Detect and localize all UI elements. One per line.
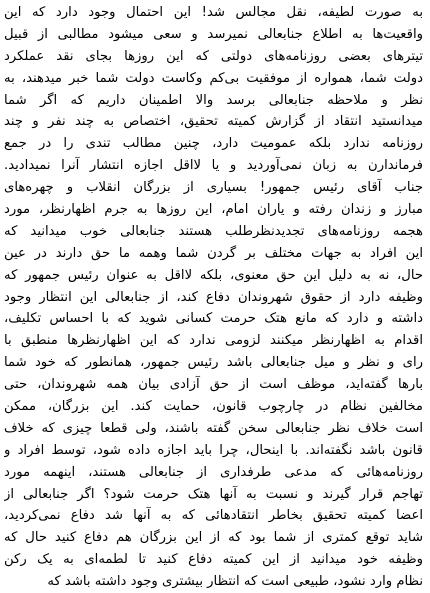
text-line: روزنامه ندارد بلکه عمومیت دارد، چنین مطالب تندی را در جمع xyxy=(4,136,423,152)
text-line: وظیفه دارد از حقوق شهروندان دفاع کند، از جنابعالی این انتظار وجود xyxy=(4,289,423,305)
text-line: مخالفین نظام در چارچوب قانون، حمایت کند. این بزرگان، ممکن xyxy=(4,399,423,415)
text-line: میدانستید انتقاد از گزارش کمیته تحقیق، اختصاص به چند نفر و چند xyxy=(4,114,423,130)
text-line: واقعیت‌ها به اطلاع جنابعالی نمیرسد و سعی میشود مطالبی از قبیل xyxy=(4,26,423,42)
text-line: قانون باشد نگفته‌اند. با اینحال، چرا باید اجازه داده شود، توسط افراد و xyxy=(4,442,423,458)
text-line: اقدام به اظهارنظر میکنند لزومی ندارد که این اظهارنظرها منطبق با xyxy=(4,333,423,349)
text-line: شاید توقع کمتری از شما بود که از این بزرگان هم دفاع کنید حال که xyxy=(4,530,423,546)
text-line: روزنامه‌هائی که مدعی طرفداری از جنابعالی هستند، اینهمه مورد xyxy=(4,464,423,480)
text-line: است خلاف نظر جنابعالی سخن گفته باشند، ولی قطعا چیزی که خلاف xyxy=(4,420,423,436)
text-line: مبارز و زندان رفته و یاران امام، این روزها به جرم اظهارنظر، مورد xyxy=(4,202,423,218)
text-line: رای و نظر و میل جنابعالی باشد رئیس جمهور، همانطور که خود شما xyxy=(4,355,423,371)
text-line: هجمه روزنامه‌های تجدیدنظرطلب هستند جنابعالی خوب میدانید که xyxy=(4,223,423,239)
text-line: تهاجم قرار گیرند و نسبت به آنها هتک حرمت شود؟ اگر جنابعالی از xyxy=(4,486,423,502)
text-line: وظیفه خود میدانید از این کمیته دفاع کنید تا لطمه‌ای به یک رکن xyxy=(4,552,423,568)
text-line: دولت شما، همواره از موفقیت بی‌کم وکاست دولت شما خبر میدهند، به xyxy=(4,70,423,86)
text-line: داشته و دارد که مانع هتک حرمت کسانی شوید که با احساس تکلیف، xyxy=(4,311,423,327)
text-line: فرماندارن به زبان نمی‌آوردید و یا لااقل اجازه انتشار آنرا نمیدادید. xyxy=(4,158,423,174)
text-line: بارها گفته‌اید، موظف است از حق آزادی بیان همه شهروندان، حتی xyxy=(4,377,423,393)
text-line: حال، نه به دلیل این حق معنوی، بلکه لااقل به عنوان رئیس جمهور که xyxy=(4,267,423,283)
text-line: تیترهای بعضی روزنامه‌های دولتی که این روزها بجای نقد عملکرد xyxy=(4,48,423,64)
text-line: جناب آقای رئیس جمهور! بسیاری از بزرگان انقلاب و چهره‌های xyxy=(4,180,423,196)
text-line: نظر و ملاحظه جنابعالی برسد والا اطمینان داریم که اگر شما xyxy=(4,92,423,108)
text-line: اعضا کمیته تحقیق بخاطر انتقادهائی که به آنها شد دفاع نمی‌کردید، xyxy=(4,508,423,524)
text-line: به صورت لطیفه، نقل مجالس شد! این احتمال وجود دارد که این xyxy=(4,5,423,20)
text-line: نظام وارد نشود، طبیعی است که انتظار بیشتری وجود داشته باشد که xyxy=(47,574,423,590)
text-line: این افراد به جهات مختلف بر گردن شما وهمه ما حق دارند در عین xyxy=(4,245,423,261)
